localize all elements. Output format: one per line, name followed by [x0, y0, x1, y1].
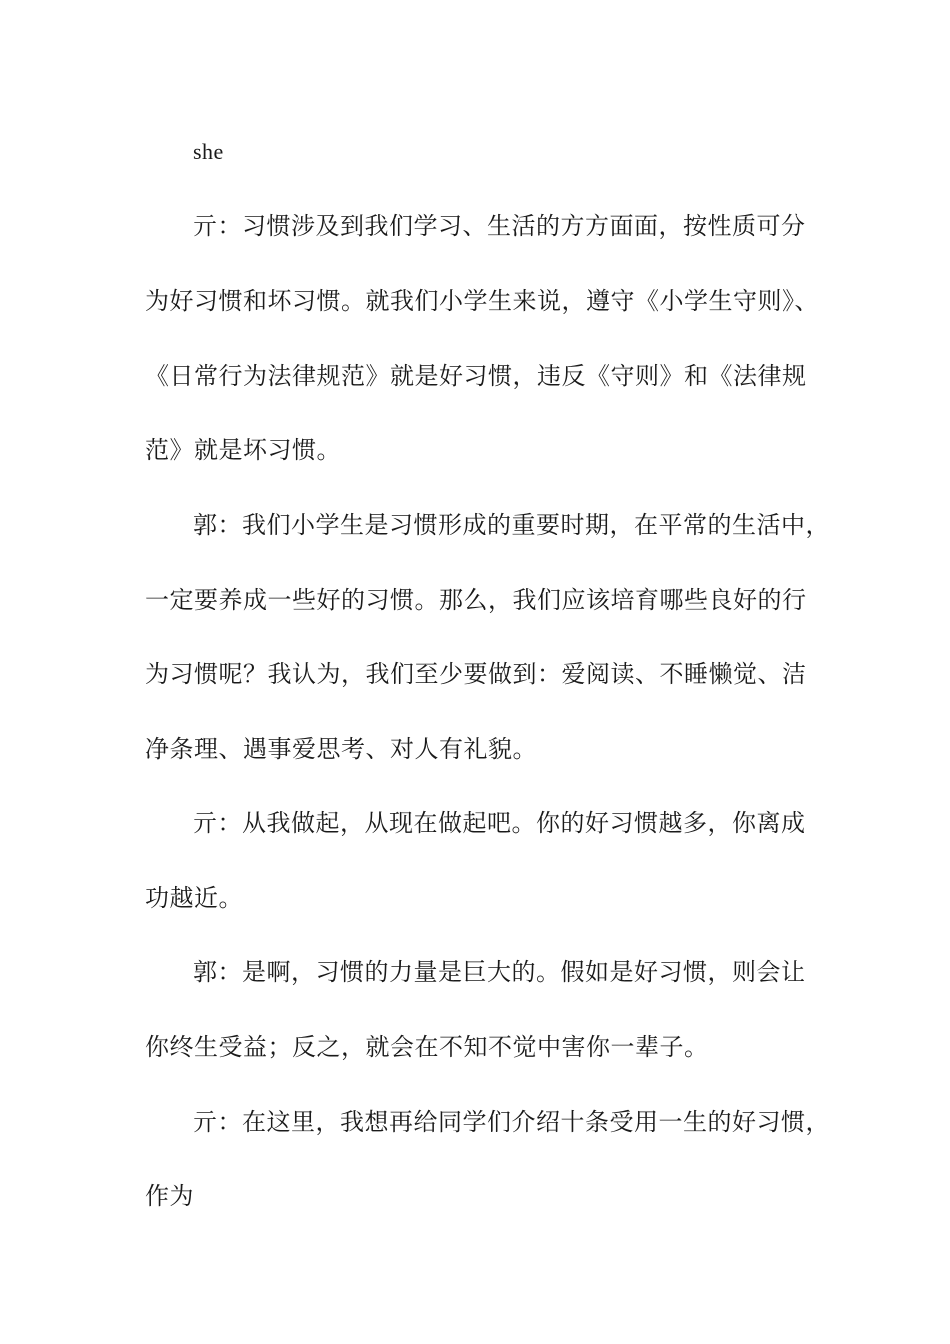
paragraph-line: 你终生受益；反之，就会在不知不觉中害你一辈子。: [145, 1033, 709, 1061]
paragraph-line: 为习惯呢？我认为，我们至少要做到：爱阅读、不睡懒觉、洁: [145, 660, 807, 688]
paragraph-line: 一定要养成一些好的习惯。那么，我们应该培育哪些良好的行: [145, 586, 807, 614]
paragraph-line: 亓：在这里，我想再给同学们介绍十条受用一生的好习惯，: [193, 1108, 830, 1136]
paragraph-line: 范》就是坏习惯。: [145, 436, 341, 464]
paragraph-line: 为好习惯和坏习惯。就我们小学生来说，遵守《小学生守则》、: [145, 287, 819, 315]
paragraph-line: 亓：习惯涉及到我们学习、生活的方方面面，按性质可分: [193, 212, 806, 240]
text-line: she: [193, 139, 224, 164]
paragraph-line: 亓：从我做起，从现在做起吧。你的好习惯越多，你离成: [193, 809, 806, 837]
paragraph-line: 净条理、遇事爱思考、对人有礼貌。: [145, 735, 537, 763]
paragraph-line: 功越近。: [145, 884, 243, 912]
paragraph-line: 作为: [145, 1182, 194, 1210]
paragraph-line: 《日常行为法律规范》就是好习惯，违反《守则》和《法律规: [145, 362, 807, 390]
paragraph-line: 郭：我们小学生是习惯形成的重要时期，在平常的生活中，: [193, 511, 830, 539]
paragraph-line: 郭：是啊，习惯的力量是巨大的。假如是好习惯，则会让: [193, 958, 806, 986]
